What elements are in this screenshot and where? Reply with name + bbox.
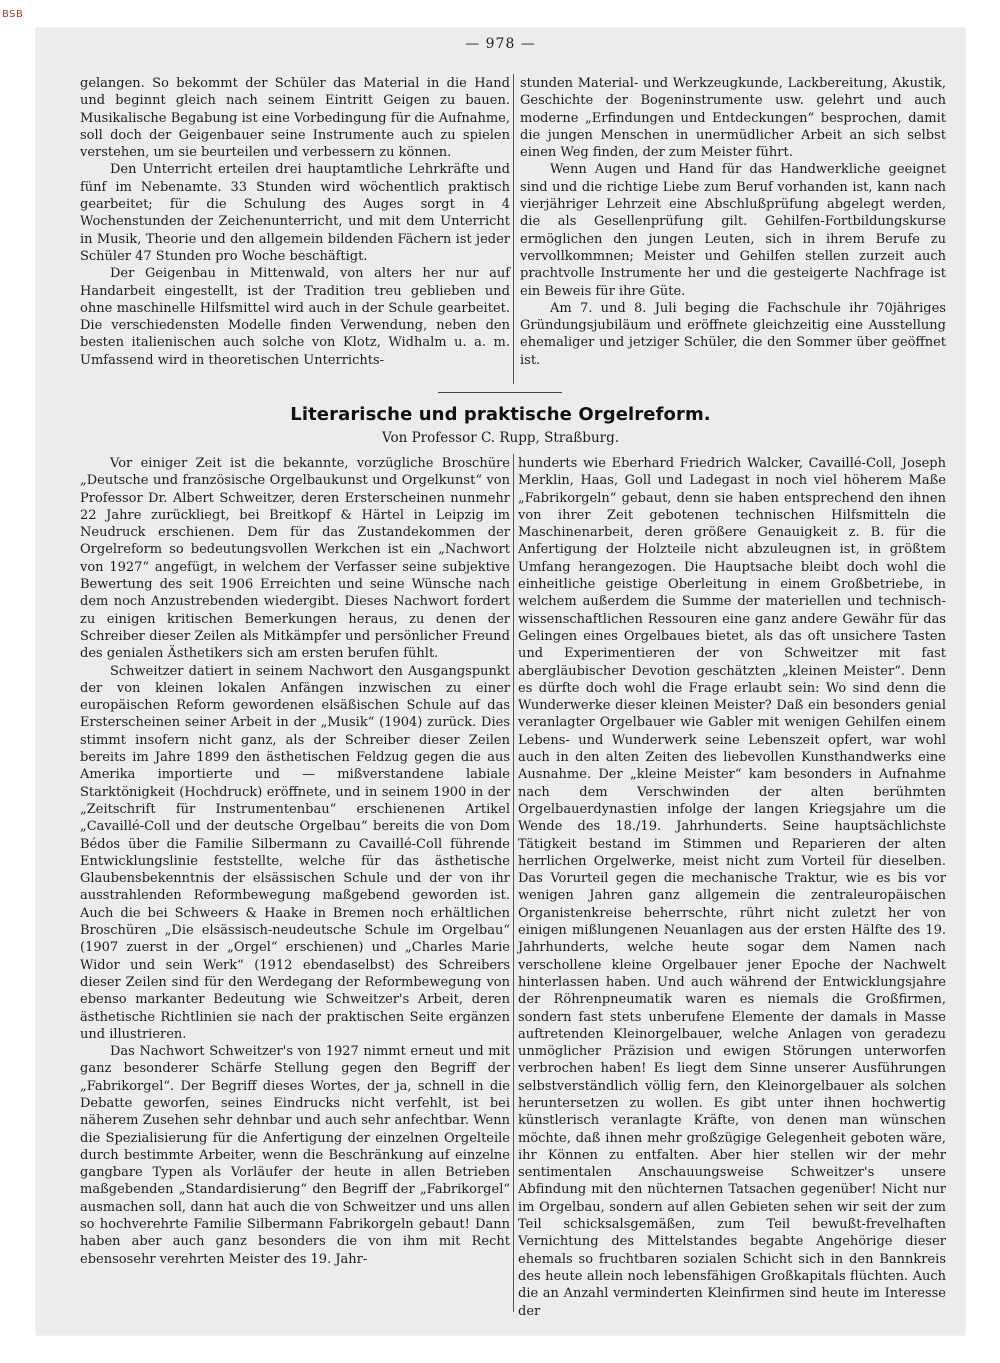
paragraph: Schweitzer datiert in seinem Nachwort den Ausgangspunkt der von kleinen lokalen Anfängen inzwischen zu einer europäischen Reform gewordenen elsäßischen Schule auf das Ersterscheinen seiner Arbeit in der „Musik“ (1904) zurück. Dies stimmt insofern nicht ganz, als der Schreiber dieser Zeilen bereits im Jahre 1899 den ästhetischen Feldzug gegen die aus Amerika importierte und — mißverstandene labiale Starktönigkeit (Hochdruck) eröffnete, und in seinem 1900 in der „Zeitschrift für Instrumentenbau“ erschienenen Artikel „Cavaillé-Coll und der deutsche Orgelbau“ bereits die von Dom Bédos über die Familie Silbermann zu Cavaillé-Coll führende Entwicklungslinie feststellte, welche für das ästhetische Glaubensbekenntnis der elsässischen Schule und der von ihr ausstrahlenden Reformbewegung maßgebend geworden ist. Auch die bei Schweers & Haake in Bremen noch erhältlichen Broschüren „Die elsässisch-neudeutsche Schule im Orgelbau“ (1907 zuerst in der „Orgel“ erschienen) und „Charles Marie Widor und sein Werk“ (1912 ebendaselbst) des Schreibers dieser Zeilen sind für den Werdegang der Reformbewegung von ebenso markanter Bedeutung wie Schweitzer's Arbeit, deren ästhetische Richtlinien sie nach der praktischen Seite ergänzen und illustrieren. (80, 663, 510, 1042)
article-title: Literarische und praktische Orgelreform. (290, 404, 711, 425)
page-number: — 978 — (465, 36, 536, 52)
column-bottom-left (80, 455, 510, 1268)
article-byline: Von Professor C. Rupp, Straßburg. (381, 430, 620, 446)
paragraph: Der Geigenbau in Mittenwald, von alters her nur auf Handarbeit eingestellt, ist der Tradition treu geblieben und ohne maschinelle Hilfsmittel wird auch in der Schule gearbeitet. Die verschiedensten Modelle finden Verwendung, neben den besten italienischen auch solche von Klotz, Widhalm u. a. m. Umfassend wird in theoretischen Unterrichts- (80, 266, 510, 368)
library-watermark: BSB (2, 9, 24, 20)
section-divider (438, 392, 562, 393)
column-bottom-right (518, 455, 946, 1320)
paragraph: Das Nachwort Schweitzer's von 1927 nimmt erneut und mit ganz besonderer Schärfe Stellung gegen den Begriff der „Fabrikorgel“. Der Begriff dieses Wortes, der ja, schnell in die Debatte geworfen, seines Eindrucks nicht verfehlt, ist bei näherem Zusehen sehr dehnbar und auch sehr anfechtbar. Wenn die Spezialisierung für die Anfertigung der einzelnen Orgelteile durch bestimmte Arbeiter, wenn die Beschränkung auf einzelne gangbare Typen als Vorläufer der heute in allen Betrieben maßgebenden „Standardisierung“ den Begriff der „Fabrikorgel“ ausmachen soll, dann hat auch die von Schweitzer und uns allen so hochverehrte Familie Silbermann Fabrikorgeln gebaut! Dann haben aber auch ganz besonders die von ihm mit Recht ebensosehr verehrten Meister des 19. Jahr- (80, 1044, 510, 1267)
column-divider (513, 74, 514, 384)
column-top-left (80, 75, 510, 369)
paragraph: Wenn Augen und Hand für das Handwerkliche geeignet sind und die richtige Liebe zum Beruf vorhanden ist, kann nach vierjähriger Lehrzeit eine Abschlußprüfung abgelegt werden, die als Gesellenprüfung gilt. Gehilfen-Fortbildungskurse ermöglichen den jungen Leuten, sich in ihrem Berufe zu vervollkommnen; Meister und Gehilfen stellen zurzeit auch prachtvolle Instrumente her und die gesteigerte Nachfrage ist ein Beweis für ihre Güte. (520, 162, 946, 299)
paragraph: hunderts wie Eberhard Friedrich Walcker, Cavaillé-Coll, Joseph Merklin, Haas, Goll und Ladegast in noch viel höherem Maße „Fabrikorgeln“ gebaut, denn sie haben entsprechend den ihnen von ihrer Zeit gebotenen technischen Hilfsmitteln die Maschinenarbeit, deren größere Genauigkeit z. B. für die Anfertigung der Holzteile nicht abzuleugnen ist, in größtem Umfang herangezogen. Die Hauptsache bleibt doch wohl die einheitliche geistige Oberleitung in einem Großbetriebe, in welchem außerdem die Summe der materiellen und technisch-wissenschaftlichen Ressouren eine ganz andere Gewähr für das Gelingen eines Orgelbaues bietet, als das oft unsichere Tasten und Experimentieren der von Schweitzer mit fast abergläubischer Devotion geschätzten „kleinen Meister“. Denn es dürfte doch wohl die Frage erlaubt sein: Wo sind denn die Wunderwerke dieser kleinen Meister? Daß ein besonders genial veranlagter Orgelbauer wie Gabler mit wenigen Gehilfen einem Lebens- und Wunderwerk seine Lebenszeit opfert, war wohl auch in den alten Zeiten des liebevollen Kunsthandwerks eine Ausnahme. Der „kleine Meister“ kam besonders in Aufnahme nach dem Verschwinden der alten berühmten Orgelbauerdynastien infolge der langen Kriegsjahre um die Wende des 18./19. Jahrhunderts. Seine hauptsächlichste Tätigkeit bestand im Stimmen und Reparieren der alten herrlichen Orgelwerke, meist nicht zum Vorteil für dieselben. Das Vorurteil gegen die mechanische Traktur, wie es bis vor wenigen Jahren ganz allgemein die zentraleuropäischen Organistenkreise beherrschte, rührt nicht zuletzt her von einigen mißlungenen Neuanlagen aus der ersten Hälfte des 19. Jahrhunderts, welche heute sogar dem Namen nach verschollene kleine Orgelbauer jener Epoche der Nachwelt hinterlassen haben. Und auch während der Entwicklungsjahre der Röhrenpneumatik waren es niemals die Großfirmen, sondern fast stets unberufene Elemente der damals in Masse auftretenden Kleinorgelbauer, welche Anlagen von geradezu unmöglicher Präzision und ewigen Störungen unterworfen verbrochen haben! Es liegt dem Sinne unserer Ausführungen selbstverständlich völlig fern, den Kleinorgelbauer als solchen heruntersetzen zu wollen. Es gibt unter ihnen hochwertig künstlerisch veranlagte Kräfte, von denen man wünschen möchte, daß ihnen mehr großzügige Gelegenheit geboten wäre, ihr Können zu entfalten. Aber hier stellen wir der mehr sentimentalen Anschauungsweise Schweitzer's unsere Abfindung mit den nüchternen Tatsachen gegenüber! Nicht nur im Orgelbau, sondern auf allen Gebieten sehen wir seit der zum Teil schicksalsgemäßen, zum Teil bewußt-frevelhaften Vernichtung des Mittelstandes begabte Angehörige dieser ehemals so fruchtbaren sozialen Schicht sich in den Bannkreis des heute allein noch lebensfähigen Großkapitals flüchten. Auch die an Anzahl verminderten Kleinfirmen sind heute im Interesse der (518, 456, 946, 1319)
scanned-page (36, 28, 965, 1335)
paragraph: Den Unterricht erteilen drei hauptamtliche Lehrkräfte und fünf im Nebenamte. 33 Stunden wird wöchentlich praktisch gearbeitet; für die Schulung des Auges sorgt in 4 Wochenstunden der Zeichenunterricht, und mit dem Unterricht in Musik, Theorie und den allgemein bildenden Fächern ist jeder Schüler 47 Stunden pro Woche beschäftigt. (80, 162, 510, 264)
column-top-right (520, 75, 946, 369)
paragraph: Vor einiger Zeit ist die bekannte, vorzügliche Broschüre „Deutsche und französische Orgelbaukunst und Orgelkunst“ von Professor Dr. Albert Schweitzer, deren Ersterscheinen nunmehr 22 Jahre zurückliegt, bei Breitkopf & Härtel in Leipzig im Neudruck erschienen. Dem für das Zustandekommen der Orgelreform so bedeutungsvollen Werkchen ist ein „Nachwort von 1927“ angefügt, in welchem der Verfasser seine subjektive Bewertung des seit 1906 Erreichten und seine Wünsche nach dem noch Anzustrebenden wiedergibt. Dieses Nachwort fordert zu einigen kritischen Bemerkungen heraus, zu denen der Schreiber dieser Zeilen als Mitkämpfer und persönlicher Freund des genialen Ästhetikers sich am ersten berufen fühlt. (80, 456, 510, 662)
paragraph: stunden Material- und Werkzeugkunde, Lackbereitung, Akustik, Geschichte der Bogeninstrumente usw. gelehrt und auch moderne „Erfindungen und Entdeckungen“ besprochen, damit die jungen Menschen in unermüdlicher Arbeit an sich selbst einen Weg finden, der zum Meister führt. (520, 76, 946, 161)
paragraph: Am 7. und 8. Juli beging die Fachschule ihr 70jähriges Gründungsjubiläum und eröffnete gleichzeitig eine Ausstellung ehemaliger und jetziger Schüler, die den Sommer über geöffnet ist. (520, 300, 946, 368)
paragraph: gelangen. So bekommt der Schüler das Material in die Hand und beginnt gleich nach seinem Eintritt Geigen zu bauen. Musikalische Begabung ist eine Vorbedingung für die Aufnahme, soll doch der Geigenbauer seine Instrumente auch zu spielen verstehen, um sie beurteilen und verbessern zu können. (80, 76, 510, 161)
column-divider (513, 454, 514, 1312)
